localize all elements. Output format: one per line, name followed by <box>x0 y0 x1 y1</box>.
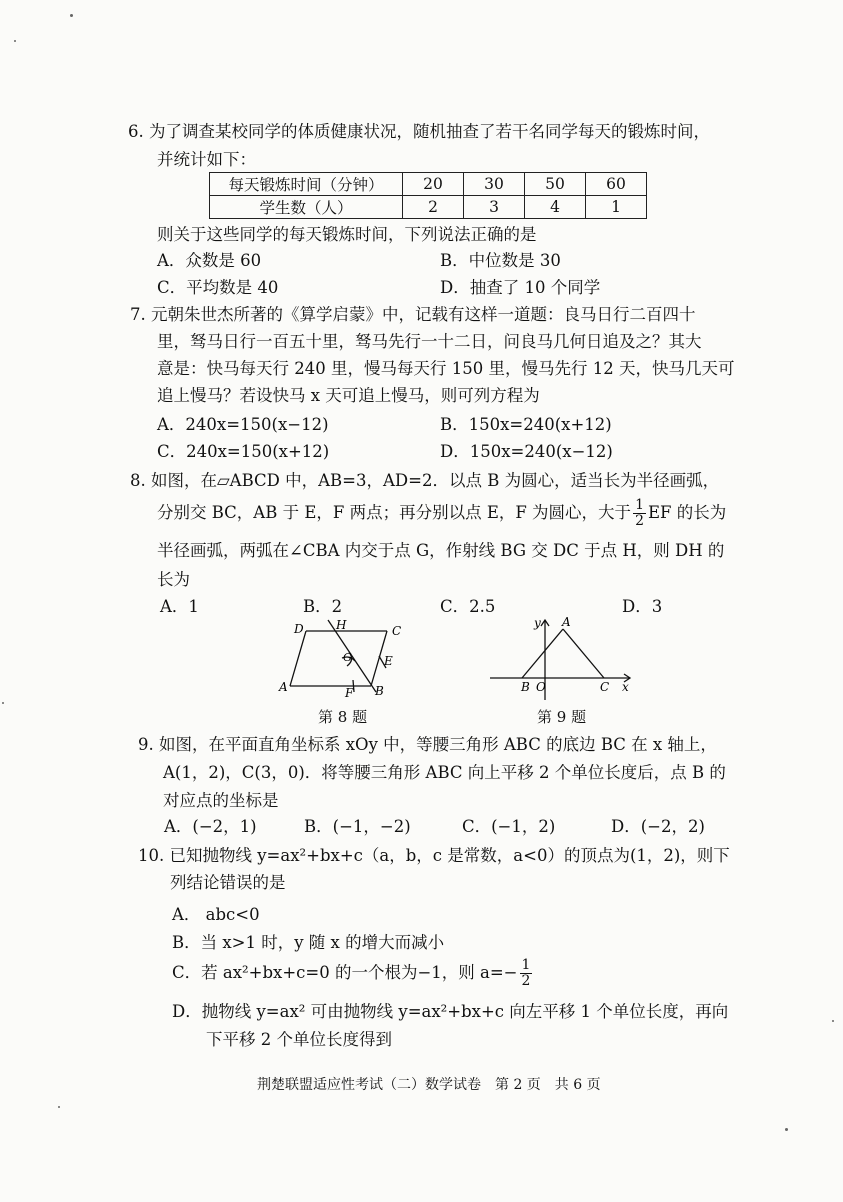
table-cell: 20 <box>403 173 464 196</box>
table-row <box>210 196 647 219</box>
q10-line2: 列结论错误的是 <box>170 873 286 892</box>
label-f: F <box>345 686 354 700</box>
table-header-cell: 学生数（人） <box>210 196 403 219</box>
table-row <box>210 173 647 196</box>
q7-option-a: A．240x=150(x−12) <box>157 415 329 434</box>
fraction-numerator: 1 <box>521 957 531 973</box>
table-cell: 3 <box>464 196 525 219</box>
scan-speck <box>832 1020 834 1022</box>
exercise-time-table <box>209 172 647 219</box>
q6-option-c: C．平均数是 40 <box>157 278 279 297</box>
label-o: O <box>536 680 546 694</box>
q8-line3: 半径画弧，两弧在∠CBA 内交于点 G，作射线 BG 交 DC 于点 H，则 DH 的 <box>157 541 725 560</box>
q9-line1: 9. 如图，在平面直角坐标系 xOy 中，等腰三角形 ABC 的底边 BC 在 x 轴上， <box>138 735 717 754</box>
q9-line2: A(1，2)，C(3，0)．将等腰三角形 ABC 向上平移 2 个单位长度后，点 B 的 <box>163 763 726 782</box>
q10-option-c-text: C．若 ax²+bx+c=0 的一个根为−1，则 a=− <box>172 963 518 982</box>
scan-speck <box>70 14 73 17</box>
figure-9-caption: 第 9 题 <box>537 708 587 726</box>
table-header-cell: 每天锻炼时间（分钟） <box>210 173 403 196</box>
fraction-one-half <box>520 958 533 989</box>
scan-speck <box>2 702 4 704</box>
q10-option-d-line1: D．抛物线 y=ax² 可由抛物线 y=ax²+bx+c 向左平移 1 个单位长度，再向 <box>172 1002 729 1021</box>
label-y-axis: y <box>534 616 541 630</box>
q7-line2: 里，驽马日行一百五十里，驽马先行一十二日，问良马几何日追及之？其大 <box>157 332 702 351</box>
q6-question: 则关于这些同学的每天锻炼时间，下列说法正确的是 <box>157 225 537 244</box>
q10-option-c <box>172 958 534 989</box>
label-a: A <box>562 615 571 629</box>
figure-8-parallelogram <box>270 612 420 704</box>
q8-line2 <box>157 498 726 529</box>
q7-line4: 追上慢马？若设快马 x 天可追上慢马，则可列方程为 <box>157 386 540 405</box>
fraction-one-half <box>633 498 646 529</box>
q9-option-d: D．(−2，2) <box>611 817 705 836</box>
label-e: E <box>384 654 393 668</box>
q7-line1: 7. 元朝朱世杰所著的《算学启蒙》中，记载有这样一道题：良马日行二百四十 <box>130 305 696 324</box>
fraction-denominator: 2 <box>521 973 531 989</box>
label-c: C <box>600 680 610 694</box>
q10-option-b: B．当 x>1 时，y 随 x 的增大而减小 <box>172 933 445 952</box>
scan-speck <box>785 1128 788 1131</box>
q8-line2-tail: EF 的长为 <box>647 503 727 522</box>
q8-option-d: D．3 <box>622 597 663 616</box>
q10-line1: 10. 已知抛物线 y=ax²+bx+c（a，b，c 是常数，a<0）的顶点为(1，2)，则下 <box>138 846 730 865</box>
label-d: D <box>294 622 304 636</box>
q7-option-d: D．150x=240(x−12) <box>440 442 613 461</box>
q6-option-d: D．抽查了 10 个同学 <box>440 278 601 297</box>
q10-option-d-line2: 下平移 2 个单位长度得到 <box>206 1030 392 1049</box>
q8-line2-text: 分别交 BC，AB 于 E，F 两点；再分别以点 E，F 为圆心，大于 <box>157 503 632 522</box>
label-c: C <box>392 624 402 638</box>
scan-speck <box>14 40 16 42</box>
label-b: B <box>521 680 530 694</box>
table-cell: 60 <box>586 173 647 196</box>
q9-option-a: A．(−2，1) <box>164 817 257 836</box>
q9-option-c: C．(−1，2) <box>462 817 556 836</box>
table-cell: 2 <box>403 196 464 219</box>
q9-line3: 对应点的坐标是 <box>163 791 279 810</box>
q6-line2: 并统计如下： <box>157 150 256 169</box>
q8-option-b: B．2 <box>303 597 343 616</box>
label-h: H <box>336 618 347 632</box>
scan-speck <box>58 1106 60 1108</box>
label-g: G <box>343 651 352 664</box>
figure-8-caption: 第 8 题 <box>318 708 368 726</box>
q8-option-c: C．2.5 <box>440 597 496 616</box>
table-cell: 30 <box>464 173 525 196</box>
q6-line1: 6. 为了调查某校同学的体质健康状况，随机抽查了若干名同学每天的锻炼时间， <box>128 122 710 141</box>
label-b: B <box>375 684 384 698</box>
q7-line3: 意是：快马每天行 240 里，慢马每天行 150 里，慢马先行 12 天，快马几天可 <box>157 359 735 378</box>
q8-line4: 长为 <box>157 570 190 589</box>
figure-9-coordinate-plane <box>484 612 639 704</box>
q10-option-a: A． abc<0 <box>172 905 260 924</box>
q7-option-b: B．150x=240(x+12) <box>440 415 612 434</box>
fraction-numerator: 1 <box>635 497 644 513</box>
page-footer: 荆楚联盟适应性考试（二）数学试卷 第 2 页 共 6 页 <box>257 1077 601 1093</box>
q8-line1: 8. 如图，在▱ABCD 中，AB=3，AD=2．以点 B 为圆心，适当长为半径画弧， <box>130 471 720 490</box>
q8-option-a: A．1 <box>160 597 199 616</box>
label-x-axis: x <box>622 680 629 694</box>
label-a: A <box>279 680 288 694</box>
q9-option-b: B．(−1，−2) <box>304 817 411 836</box>
table-cell: 1 <box>586 196 647 219</box>
q6-option-b: B．中位数是 30 <box>440 251 561 270</box>
fraction-denominator: 2 <box>635 513 644 529</box>
table-cell: 50 <box>525 173 586 196</box>
q6-option-a: A．众数是 60 <box>157 251 262 270</box>
table-cell: 4 <box>525 196 586 219</box>
q7-option-c: C．240x=150(x+12) <box>157 442 330 461</box>
